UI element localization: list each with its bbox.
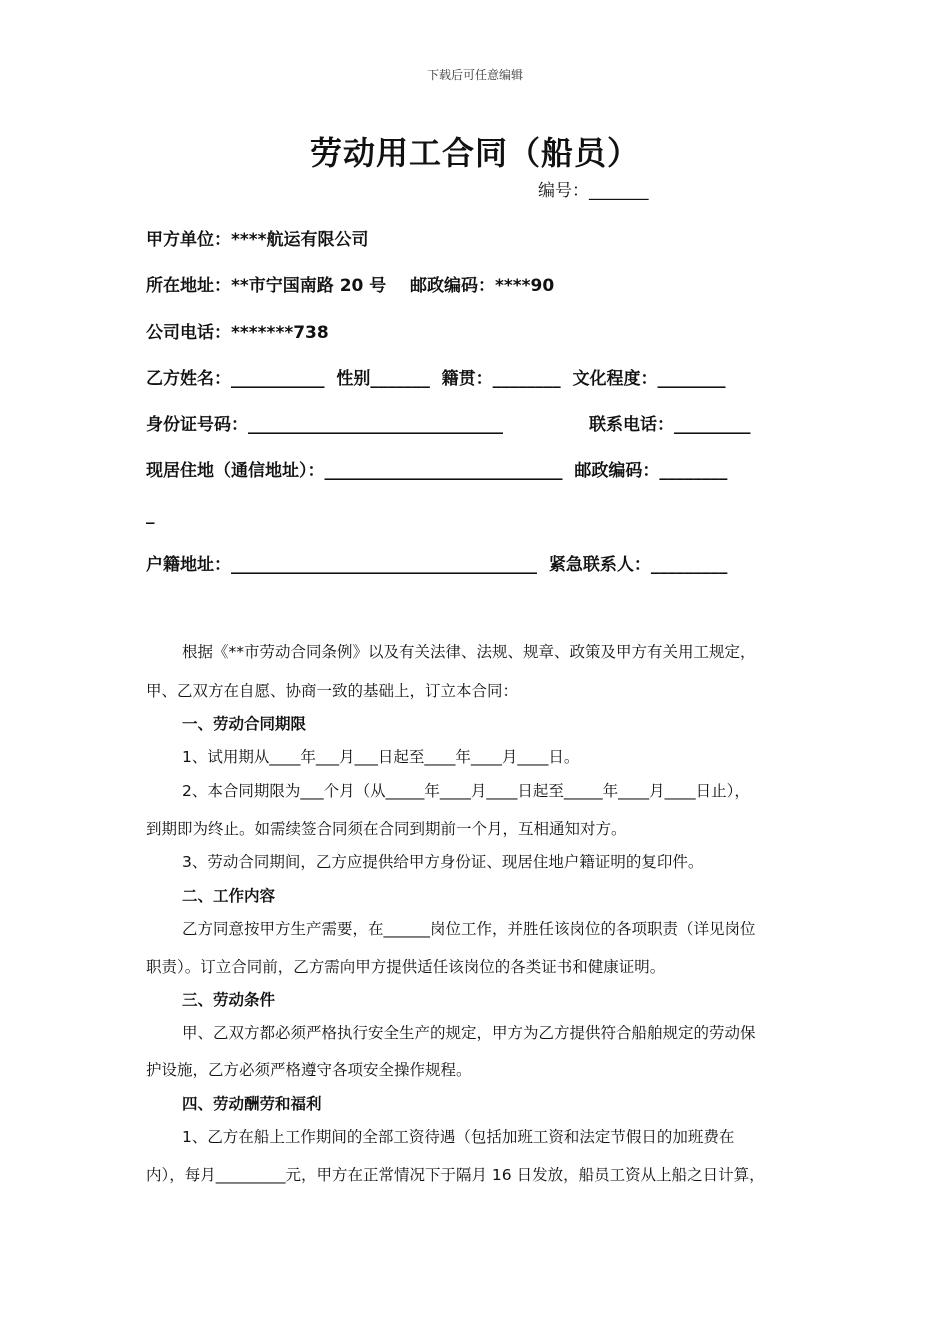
section-1-item-3: 3、劳动合同期间，乙方应提供给甲方身份证、现居住地户籍证明的复印件。 <box>182 853 704 871</box>
party-b-residence-row: 现居住地（通信地址）：____________________________ 邮政编码：________ <box>146 461 728 481</box>
section-4-line-2: 内），每月_________元，甲方在正常情况下于隔月 16 日发放，船员工资从上船之日计算， <box>146 1166 765 1184</box>
contract-number: 编号：_______ <box>538 181 649 201</box>
preamble-line-1: 根据《**市劳动合同条例》以及有关法律、法规、规章、政策及甲方有关用工规定， <box>182 643 756 661</box>
download-note: 下载后可任意编辑 <box>426 68 523 82</box>
section-4-title: 四、劳动酬劳和福利 <box>182 1095 322 1113</box>
party-a-address: 所在地址：**市宁国南路 20 号 邮政编码：****90 <box>146 276 555 296</box>
party-b-id-row: 身份证号码：______________________________ <box>146 415 503 435</box>
preamble-line-2: 甲、乙双方在自愿、协商一致的基础上，订立本合同： <box>146 682 519 700</box>
party-b-contact-phone: 联系电话：_________ <box>589 415 751 435</box>
section-4-line-1: 1、乙方在船上工作期间的全部工资待遇（包括加班工资和法定节假日的加班费在 <box>182 1128 735 1146</box>
party-a-unit: 甲方单位：****航运有限公司 <box>146 230 369 250</box>
section-2-line-1: 乙方同意按甲方生产需要，在______岗位工作，并胜任该岗位的各项职责（详见岗位 <box>182 920 756 938</box>
section-2-title: 二、工作内容 <box>182 887 276 905</box>
section-3-line-1: 甲、乙双方都必须严格执行安全生产的规定，甲方为乙方提供符合船舶规定的劳动保 <box>182 1024 756 1042</box>
section-1-item-2-line-2: 到期即为终止。如需续签合同须在合同到期前一个月，互相通知对方。 <box>146 820 627 838</box>
section-1-item-1: 1、试用期从____年___月___日起至____年____月____日。 <box>182 748 580 766</box>
section-3-line-2: 护设施，乙方必须严格遵守各项安全操作规程。 <box>146 1061 472 1079</box>
party-b-household-row: 户籍地址：____________________________________ 紧急联系人：_________ <box>146 555 728 575</box>
section-2-line-2: 职责）。订立合同前，乙方需向甲方提供适任该岗位的各类证书和健康证明。 <box>146 958 666 976</box>
section-1-item-2-line-1: 2、本合同期限为___个月（从_____年____月____日起至_____年____月____日止）， <box>182 782 750 800</box>
section-3-title: 三、劳动条件 <box>182 991 276 1009</box>
page-title: 劳动用工合同（船员） <box>309 134 640 172</box>
section-1-title: 一、劳动合同期限 <box>182 715 307 733</box>
party-a-phone: 公司电话：*******738 <box>146 323 329 343</box>
party-b-name-row: 乙方姓名：___________ 性别_______ 籍贯：________ 文化程度：________ <box>146 369 726 389</box>
party-b-residence-wrap: _ <box>146 505 155 525</box>
